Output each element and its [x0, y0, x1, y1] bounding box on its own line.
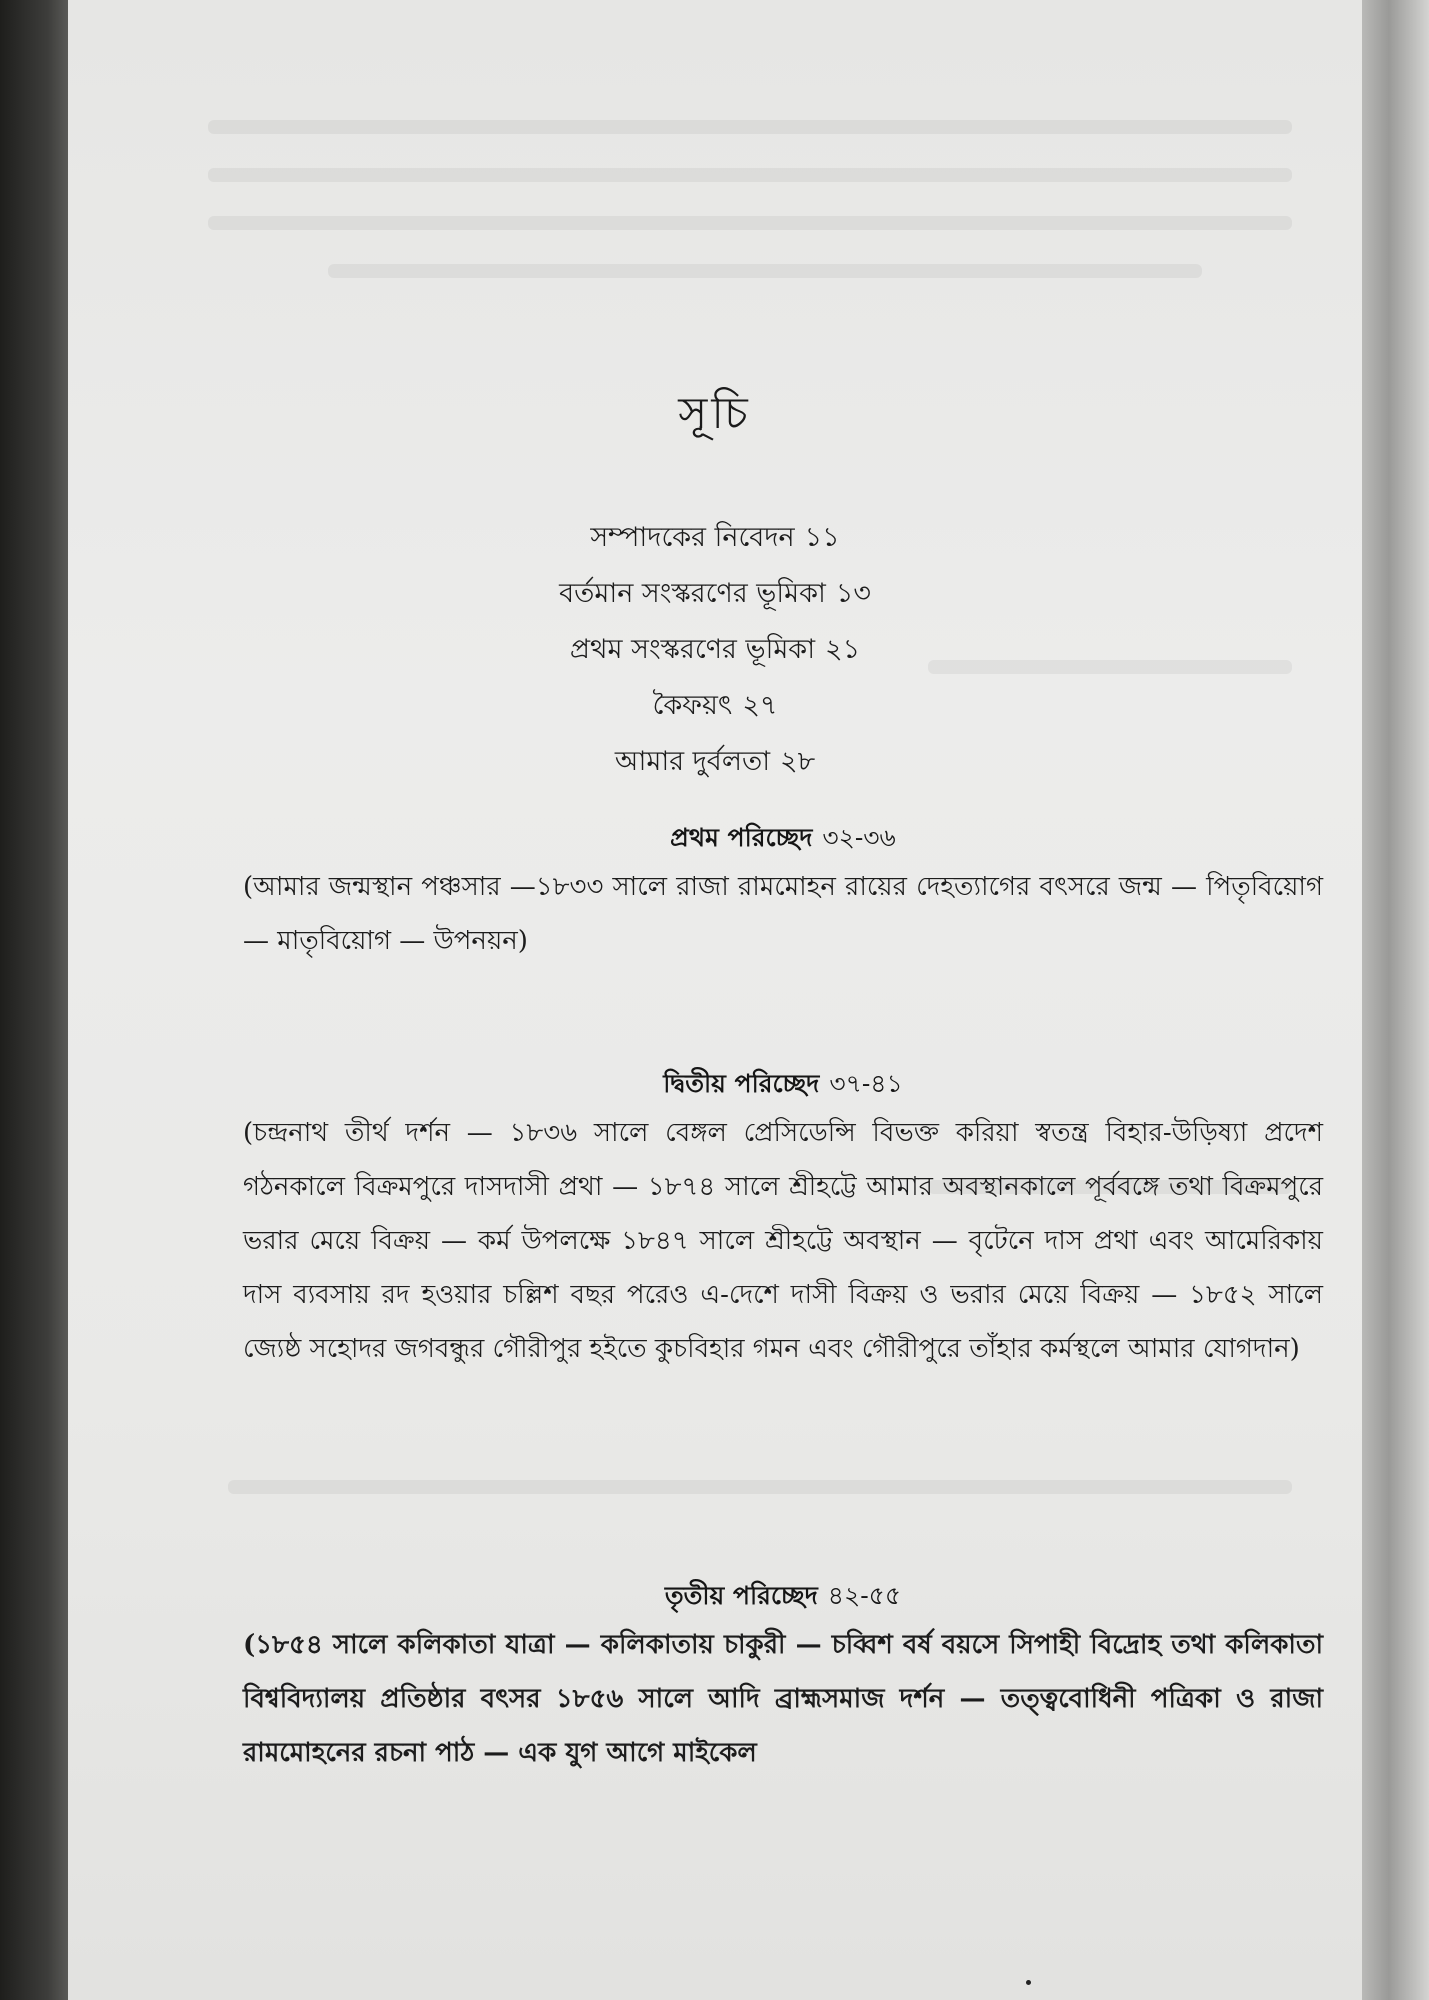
- bleed-through-line: [328, 264, 1202, 278]
- chapter-entry-1: [243, 816, 1323, 968]
- chapter-summary: (আমার জন্মস্থান পঞ্চসার —১৮৩৩ সালে রাজা রামমোহন রায়ের দেহত্যাগের বৎসরে জন্ম — পিতৃবিয়োগ — মাতৃবিয়োগ — উপনয়ন): [243, 872, 1323, 956]
- bleed-through-line: [228, 1480, 1292, 1494]
- chapter-entry-3: [243, 1574, 1323, 1780]
- chapter-page-range: ৪২-৫৫: [827, 1581, 902, 1610]
- front-matter-label: সম্পাদকের নিবেদন: [590, 522, 795, 553]
- front-matter-list: [68, 510, 1362, 790]
- front-matter-item: [68, 734, 1362, 790]
- front-matter-page: ২১: [825, 634, 861, 665]
- chapter-summary: (চন্দ্রনাথ তীর্থ দর্শন — ১৮৩৬ সালে বেঙ্গল প্রেসিডেন্সি বিভক্ত করিয়া স্বতন্ত্র বিহার-উড়িষ্যা প্রদেশ গঠনকালে বিক্রমপুরে দাসদাসী প্রথা — ১৮৭৪ সালে শ্রীহট্টে আমার অবস্থানকালে পূর্ববঙ্গে তথা বিক্রমপুরে ভরার মেয়ে বিক্রয় — কর্ম উপলক্ষে ১৮৪৭ সালে শ্রীহট্টে অবস্থান — বৃটেনে দাস প্রথা এবং আমেরিকায় দাস ব্যবসায় রদ হওয়ার চল্লিশ বছর পরেও এ-দেশে দাসী বিক্রয় ও ভরার মেয়ে বিক্রয় — ১৮৫২ সালে জ্যেষ্ঠ সহোদর জগবন্ধুর গৌরীপুর হইতে কুচবিহার গমন এবং গৌরীপুরে তাঁহার কর্মস্থলে আমার যোগদান): [243, 1118, 1323, 1364]
- bleed-through-line: [208, 216, 1292, 230]
- front-matter-page: ১৩: [835, 578, 871, 609]
- chapter-summary: (১৮৫৪ সালে কলিকাতা যাত্রা — কলিকাতায় চাকুরী — চব্বিশ বর্ষ বয়সে সিপাহী বিদ্রোহ তথা কলিকাতা বিশ্ববিদ্যালয় প্রতিষ্ঠার বৎসর ১৮৫৬ সালে আদি ব্রাহ্মসমাজ দর্শন — তত্ত্ববোধিনী পত্রিকা ও রাজা রামমোহনের রচনা পাঠ — এক যুগ আগে মাইকেল: [243, 1630, 1323, 1768]
- bleed-through-line: [208, 168, 1292, 182]
- ink-speck: [1026, 1980, 1031, 1985]
- chapter-title: দ্বিতীয় পরিচ্ছেদ: [663, 1069, 820, 1098]
- chapter-title: তৃতীয় পরিচ্ছেদ: [664, 1581, 818, 1610]
- page-title: সূচি: [678, 388, 752, 439]
- book-gutter-shadow: [0, 0, 68, 2000]
- front-matter-label: আমার দুর্বলতা: [614, 746, 771, 777]
- chapter-entry-2: [243, 1062, 1323, 1376]
- book-page: [68, 0, 1362, 2000]
- chapter-page-range: ৩২-৩৬: [822, 823, 896, 852]
- chapter-heading: [243, 816, 1323, 860]
- front-matter-item: [68, 566, 1362, 622]
- front-matter-item: [68, 510, 1362, 566]
- front-matter-label: বর্তমান সংস্করণের ভূমিকা: [559, 578, 826, 609]
- front-matter-item: [68, 678, 1362, 734]
- front-matter-label: প্রথম সংস্করণের ভূমিকা: [569, 634, 816, 665]
- front-matter-page: ২৮: [780, 746, 816, 777]
- front-matter-label: কৈফয়ৎ: [652, 690, 733, 721]
- page-edge: [1362, 0, 1429, 2000]
- bleed-through-line: [208, 120, 1292, 134]
- front-matter-item: [68, 622, 1362, 678]
- front-matter-page: ২৭: [742, 690, 778, 721]
- chapter-page-range: ৩৭-৪১: [829, 1069, 903, 1098]
- chapter-heading: [243, 1574, 1323, 1618]
- front-matter-page: ১১: [804, 522, 840, 553]
- chapter-title: প্রথম পরিচ্ছেদ: [670, 823, 813, 852]
- chapter-heading: [243, 1062, 1323, 1106]
